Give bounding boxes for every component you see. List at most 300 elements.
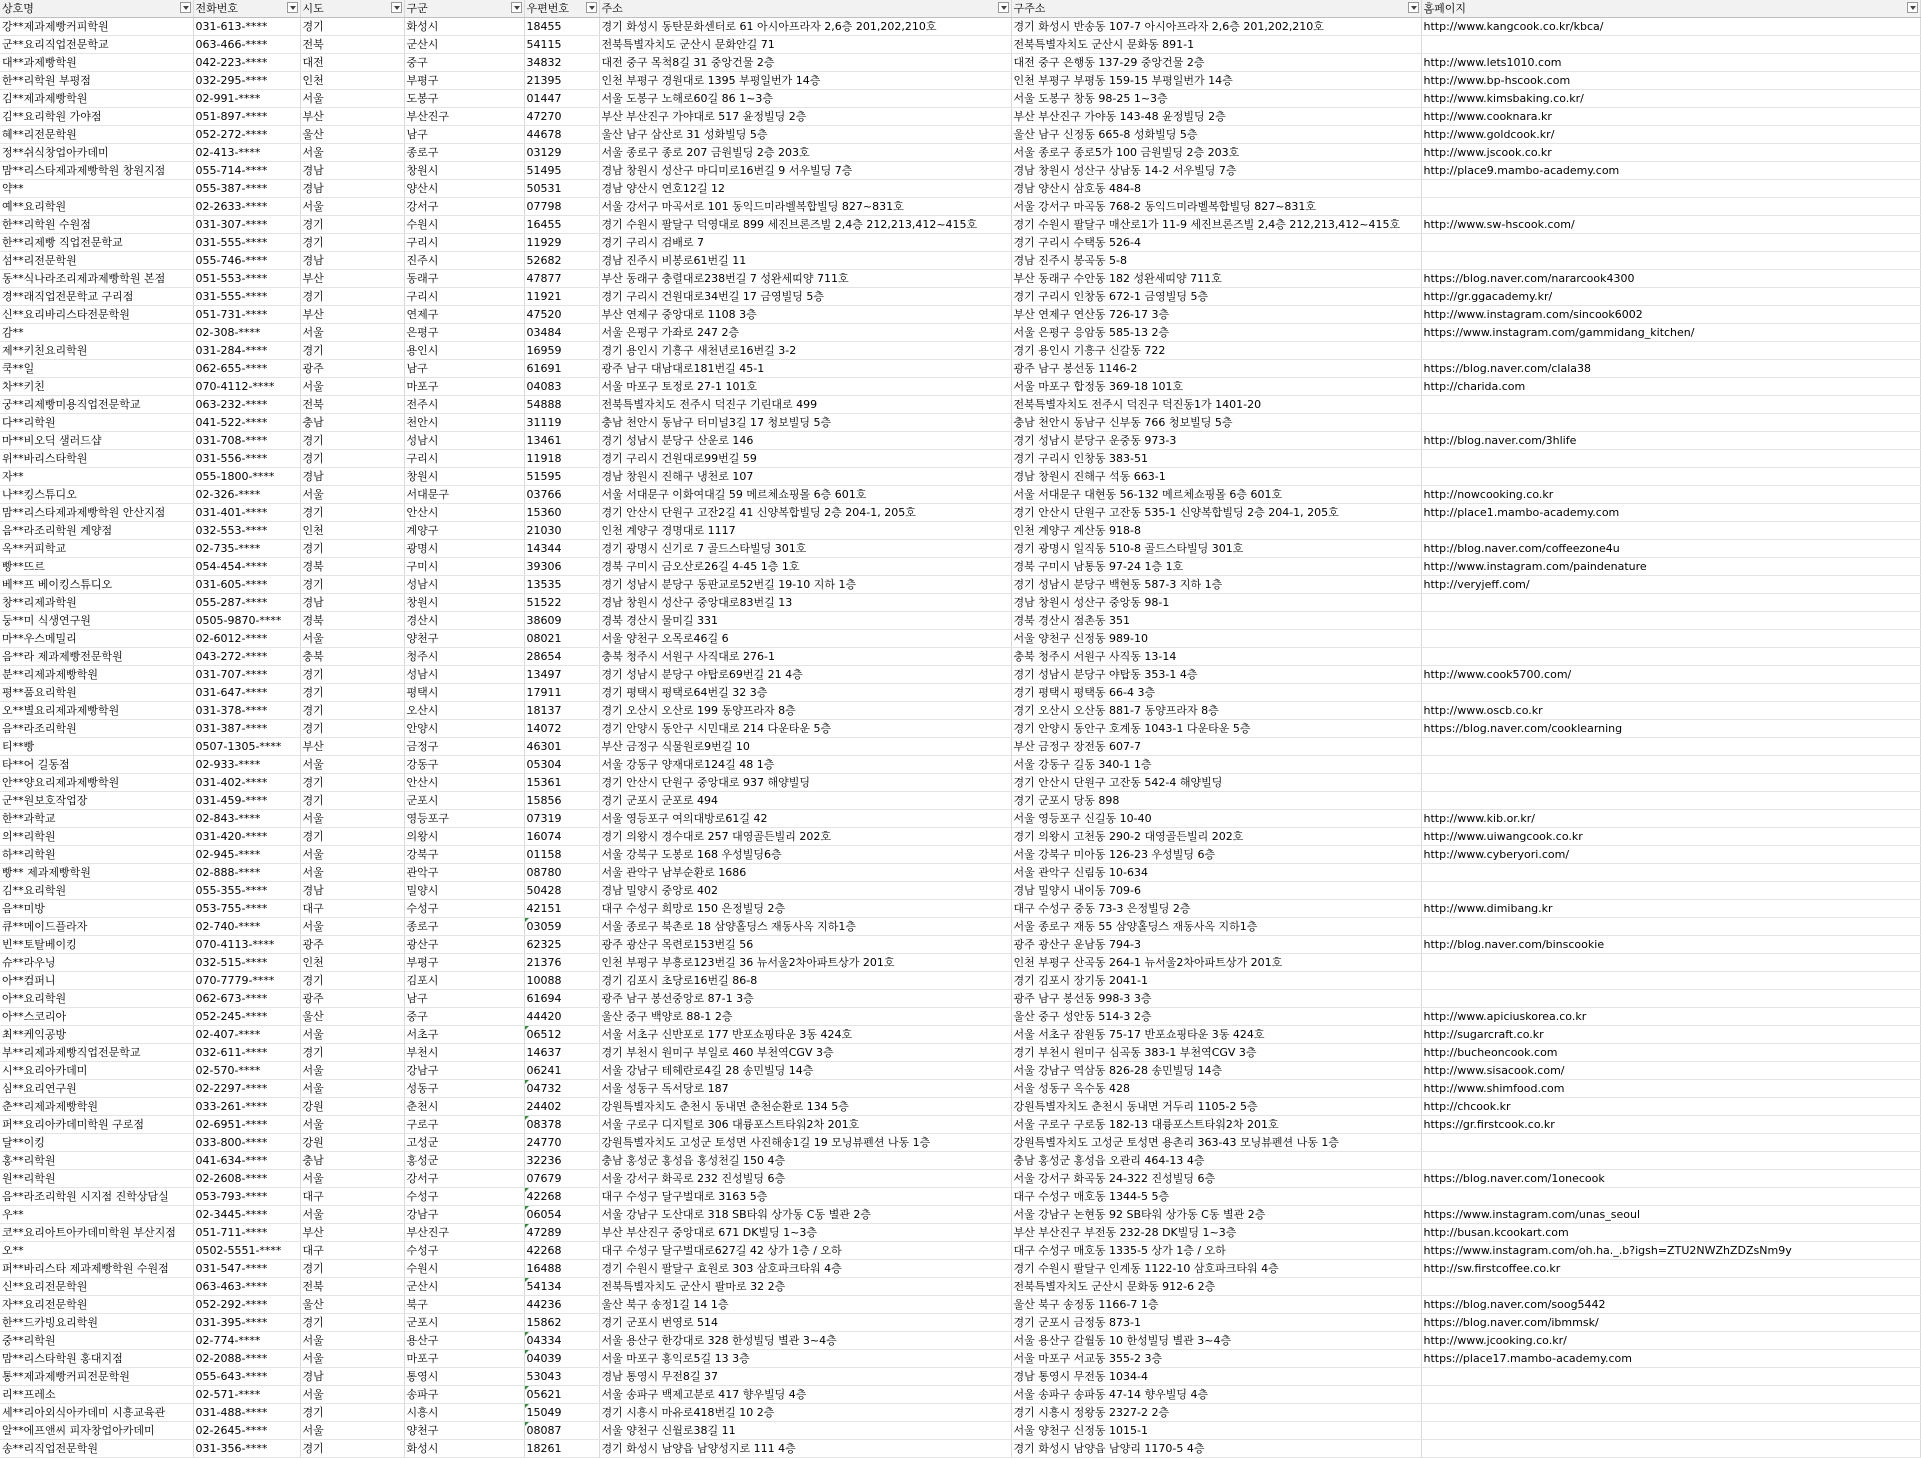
cell-address[interactable]: 서울 강남구 테헤란로4길 28 송민빌딩 14층 (599, 1062, 1011, 1080)
cell-sido[interactable]: 강원 (300, 1134, 404, 1152)
cell-zipcode[interactable]: 46301 (524, 738, 599, 756)
cell-homepage[interactable]: http://sugarcraft.co.kr (1421, 1026, 1920, 1044)
cell-phone[interactable]: 02-945-**** (193, 846, 300, 864)
cell-name[interactable]: 나**킹스튜디오 (0, 486, 193, 504)
cell-old-address[interactable]: 경기 안산시 단원구 고잔동 535-1 신양복합빌딩 2층 204-1, 205호 (1011, 504, 1421, 522)
cell-gugun[interactable]: 용산구 (404, 1332, 524, 1350)
cell-phone[interactable]: 02-3445-**** (193, 1206, 300, 1224)
cell-old-address[interactable]: 서울 서대문구 대현동 56-132 메르체쇼핑몰 6층 601호 (1011, 486, 1421, 504)
cell-gugun[interactable]: 구로구 (404, 1116, 524, 1134)
cell-gugun[interactable]: 부산진구 (404, 108, 524, 126)
cell-gugun[interactable]: 화성시 (404, 1440, 524, 1458)
cell-old-address[interactable]: 경남 창원시 성산구 중앙동 98-1 (1011, 594, 1421, 612)
cell-address[interactable]: 울산 북구 송정1길 14 1층 (599, 1296, 1011, 1314)
cell-address[interactable]: 인천 계양구 경명대로 1117 (599, 522, 1011, 540)
cell-homepage[interactable]: http://www.kib.or.kr/ (1421, 810, 1920, 828)
cell-old-address[interactable]: 서울 서초구 잠원동 75-17 반포쇼핑타운 3동 424호 (1011, 1026, 1421, 1044)
cell-homepage[interactable] (1421, 684, 1920, 702)
cell-homepage[interactable]: http://place9.mambo-academy.com (1421, 162, 1920, 180)
cell-gugun[interactable]: 광명시 (404, 540, 524, 558)
cell-name[interactable]: 부**리제과제빵직업전문학교 (0, 1044, 193, 1062)
cell-zipcode[interactable]: 03059 (524, 918, 599, 936)
cell-address[interactable]: 경남 창원시 성산구 중앙대로83번길 13 (599, 594, 1011, 612)
cell-address[interactable]: 서울 서대문구 이화여대길 59 메르체쇼핑몰 6층 601호 (599, 486, 1011, 504)
cell-homepage[interactable]: http://bucheoncook.com (1421, 1044, 1920, 1062)
cell-phone[interactable]: 02-6951-**** (193, 1116, 300, 1134)
cell-homepage[interactable] (1421, 1152, 1920, 1170)
cell-old-address[interactable]: 경기 광명시 일직동 510-8 골드스타빌딩 301호 (1011, 540, 1421, 558)
cell-homepage[interactable]: http://place1.mambo-academy.com (1421, 504, 1920, 522)
cell-phone[interactable]: 070-4112-**** (193, 378, 300, 396)
cell-sido[interactable]: 서울 (300, 1080, 404, 1098)
cell-phone[interactable]: 032-611-**** (193, 1044, 300, 1062)
cell-homepage[interactable] (1421, 756, 1920, 774)
filter-dropdown-icon[interactable] (287, 2, 298, 13)
cell-name[interactable]: 분**리제과제빵학원 (0, 666, 193, 684)
cell-name[interactable]: 김**요리학원 (0, 882, 193, 900)
cell-phone[interactable]: 053-793-**** (193, 1188, 300, 1206)
cell-old-address[interactable]: 경기 성남시 분당구 백현동 587-3 지하 1층 (1011, 576, 1421, 594)
cell-homepage[interactable]: http://www.goldcook.kr/ (1421, 126, 1920, 144)
cell-address[interactable]: 경기 성남시 분당구 동판교로52번길 19-10 지하 1층 (599, 576, 1011, 594)
cell-gugun[interactable]: 연제구 (404, 306, 524, 324)
cell-gugun[interactable]: 강동구 (404, 756, 524, 774)
cell-gugun[interactable]: 군산시 (404, 36, 524, 54)
cell-old-address[interactable]: 인천 계양구 계산동 918-8 (1011, 522, 1421, 540)
cell-zipcode[interactable]: 03766 (524, 486, 599, 504)
cell-sido[interactable]: 경기 (300, 540, 404, 558)
cell-address[interactable]: 경기 수원시 팔달구 효원로 303 삼호파크타워 4층 (599, 1260, 1011, 1278)
cell-gugun[interactable]: 구리시 (404, 450, 524, 468)
cell-homepage[interactable] (1421, 522, 1920, 540)
cell-address[interactable]: 서울 강남구 도산대로 318 SB타워 상가동 C동 별관 2층 (599, 1206, 1011, 1224)
cell-old-address[interactable]: 서울 도봉구 창동 98-25 1~3층 (1011, 90, 1421, 108)
cell-name[interactable]: 둥**미 식생연구원 (0, 612, 193, 630)
cell-sido[interactable]: 경북 (300, 558, 404, 576)
cell-sido[interactable]: 경기 (300, 666, 404, 684)
cell-name[interactable]: 군**원보호작업장 (0, 792, 193, 810)
cell-address[interactable]: 경기 안산시 단원구 고잔2길 41 신양복합빌딩 2층 204-1, 205호 (599, 504, 1011, 522)
cell-homepage[interactable] (1421, 882, 1920, 900)
cell-zipcode[interactable]: 13535 (524, 576, 599, 594)
cell-homepage[interactable] (1421, 630, 1920, 648)
cell-gugun[interactable]: 성동구 (404, 1080, 524, 1098)
cell-old-address[interactable]: 경기 군포시 당동 898 (1011, 792, 1421, 810)
cell-gugun[interactable]: 수성구 (404, 1242, 524, 1260)
cell-old-address[interactable]: 전북특별자치도 전주시 덕진구 덕진동1가 1401-20 (1011, 396, 1421, 414)
cell-gugun[interactable]: 관악구 (404, 864, 524, 882)
cell-sido[interactable]: 서울 (300, 1062, 404, 1080)
cell-old-address[interactable]: 광주 남구 봉선동 998-3 3층 (1011, 990, 1421, 1008)
cell-old-address[interactable]: 서울 성동구 옥수동 428 (1011, 1080, 1421, 1098)
cell-homepage[interactable] (1421, 972, 1920, 990)
cell-old-address[interactable]: 대구 수성구 중동 73-3 은정빌딩 2층 (1011, 900, 1421, 918)
cell-sido[interactable]: 경기 (300, 432, 404, 450)
cell-phone[interactable]: 051-711-**** (193, 1224, 300, 1242)
cell-address[interactable]: 서울 종로구 북촌로 18 삼양홀딩스 재동사옥 지하1층 (599, 918, 1011, 936)
cell-name[interactable]: 한**리학원 수원점 (0, 216, 193, 234)
cell-name[interactable]: 음**라조리학원 시지점 진학상담실 (0, 1188, 193, 1206)
cell-address[interactable]: 경남 양산시 연호12길 12 (599, 180, 1011, 198)
cell-old-address[interactable]: 충남 홍성군 홍성읍 오관리 464-13 4층 (1011, 1152, 1421, 1170)
cell-homepage[interactable]: http://www.dimibang.kr (1421, 900, 1920, 918)
cell-old-address[interactable]: 경기 구리시 인창동 672-1 금영빌딩 5층 (1011, 288, 1421, 306)
cell-gugun[interactable]: 창원시 (404, 162, 524, 180)
cell-name[interactable]: 제**키친요리학원 (0, 342, 193, 360)
cell-phone[interactable]: 062-673-**** (193, 990, 300, 1008)
cell-sido[interactable]: 서울 (300, 864, 404, 882)
cell-name[interactable]: 우** (0, 1206, 193, 1224)
cell-old-address[interactable]: 광주 광산구 운남동 794-3 (1011, 936, 1421, 954)
cell-old-address[interactable]: 부산 부산진구 부전동 232-28 DK빌딩 1~3층 (1011, 1224, 1421, 1242)
cell-homepage[interactable]: https://blog.naver.com/1onecook (1421, 1170, 1920, 1188)
cell-name[interactable]: 음**라조리학원 (0, 720, 193, 738)
cell-old-address[interactable]: 서울 강서구 마곡동 768-2 동익드미라벨복합빌딩 827~831호 (1011, 198, 1421, 216)
cell-old-address[interactable]: 서울 강남구 역삼동 826-28 송민빌딩 14층 (1011, 1062, 1421, 1080)
cell-name[interactable]: 마**우스메밀리 (0, 630, 193, 648)
cell-address[interactable]: 서울 영등포구 여의대방로61길 42 (599, 810, 1011, 828)
cell-zipcode[interactable]: 04083 (524, 378, 599, 396)
column-header-name[interactable] (0, 0, 193, 18)
cell-phone[interactable]: 032-295-**** (193, 72, 300, 90)
cell-phone[interactable]: 031-555-**** (193, 234, 300, 252)
cell-homepage[interactable]: http://gr.ggacademy.kr/ (1421, 288, 1920, 306)
cell-phone[interactable]: 02-570-**** (193, 1062, 300, 1080)
cell-sido[interactable]: 인천 (300, 72, 404, 90)
cell-zipcode[interactable]: 18261 (524, 1440, 599, 1458)
cell-sido[interactable]: 강원 (300, 1098, 404, 1116)
cell-phone[interactable]: 02-571-**** (193, 1386, 300, 1404)
cell-gugun[interactable]: 김포시 (404, 972, 524, 990)
cell-address[interactable]: 경기 구리시 건원대로34번길 17 금영빌딩 5층 (599, 288, 1011, 306)
cell-name[interactable]: 알**에프앤씨 피자창업아카데미 (0, 1422, 193, 1440)
cell-zipcode[interactable]: 34832 (524, 54, 599, 72)
cell-address[interactable]: 서울 송파구 백제고분로 417 향우빌딩 4층 (599, 1386, 1011, 1404)
cell-phone[interactable]: 02-2297-**** (193, 1080, 300, 1098)
cell-old-address[interactable]: 경북 경산시 점촌동 351 (1011, 612, 1421, 630)
cell-address[interactable]: 서울 강서구 화곡로 232 진성빌딩 6층 (599, 1170, 1011, 1188)
cell-sido[interactable]: 경기 (300, 1314, 404, 1332)
cell-homepage[interactable]: http://blog.naver.com/coffeezone4u (1421, 540, 1920, 558)
cell-gugun[interactable]: 안산시 (404, 504, 524, 522)
cell-name[interactable]: 퍼**바리스타 제과제빵학원 수원점 (0, 1260, 193, 1278)
cell-zipcode[interactable]: 53043 (524, 1368, 599, 1386)
cell-phone[interactable]: 02-933-**** (193, 756, 300, 774)
cell-old-address[interactable]: 전북특별자치도 군산시 문화동 891-1 (1011, 36, 1421, 54)
cell-gugun[interactable]: 수원시 (404, 1260, 524, 1278)
cell-gugun[interactable]: 북구 (404, 1296, 524, 1314)
cell-homepage[interactable] (1421, 1368, 1920, 1386)
cell-address[interactable]: 경기 화성시 동탄문화센터로 61 아시아프라자 2,6층 201,202,210호 (599, 18, 1011, 36)
cell-zipcode[interactable]: 11929 (524, 234, 599, 252)
cell-gugun[interactable]: 천안시 (404, 414, 524, 432)
cell-sido[interactable]: 대전 (300, 54, 404, 72)
cell-homepage[interactable]: http://www.instagram.com/sincook6002 (1421, 306, 1920, 324)
cell-name[interactable]: 음**미방 (0, 900, 193, 918)
cell-gugun[interactable]: 종로구 (404, 144, 524, 162)
cell-homepage[interactable]: http://www.cooknara.kr (1421, 108, 1920, 126)
cell-sido[interactable]: 경기 (300, 828, 404, 846)
cell-gugun[interactable]: 강북구 (404, 846, 524, 864)
cell-sido[interactable]: 서울 (300, 1170, 404, 1188)
cell-phone[interactable]: 031-378-**** (193, 702, 300, 720)
cell-address[interactable]: 인천 부평구 경원대로 1395 부평일번가 14층 (599, 72, 1011, 90)
cell-gugun[interactable]: 동래구 (404, 270, 524, 288)
cell-old-address[interactable]: 충북 청주시 서원구 사직동 13-14 (1011, 648, 1421, 666)
cell-address[interactable]: 부산 부산진구 중앙대로 671 DK빌딩 1~3층 (599, 1224, 1011, 1242)
cell-phone[interactable]: 055-387-**** (193, 180, 300, 198)
cell-sido[interactable]: 서울 (300, 1386, 404, 1404)
cell-old-address[interactable]: 강원특별자치도 고성군 토성면 용촌리 363-43 모닝뷰펜션 나동 1층 (1011, 1134, 1421, 1152)
cell-gugun[interactable]: 금정구 (404, 738, 524, 756)
cell-address[interactable]: 충남 천안시 동남구 터미널3길 17 청보빌딩 5층 (599, 414, 1011, 432)
cell-zipcode[interactable]: 15862 (524, 1314, 599, 1332)
cell-zipcode[interactable]: 24402 (524, 1098, 599, 1116)
cell-homepage[interactable]: http://www.bp-hscook.com (1421, 72, 1920, 90)
cell-old-address[interactable]: 서울 은평구 응암동 585-13 2층 (1011, 324, 1421, 342)
cell-gugun[interactable]: 양천구 (404, 630, 524, 648)
cell-name[interactable]: 혜**리전문학원 (0, 126, 193, 144)
cell-sido[interactable]: 경기 (300, 216, 404, 234)
cell-sido[interactable]: 충북 (300, 648, 404, 666)
cell-address[interactable]: 부산 연제구 중앙대로 1108 3층 (599, 306, 1011, 324)
cell-homepage[interactable]: http://www.shimfood.com (1421, 1080, 1920, 1098)
column-header-old-address[interactable] (1011, 0, 1421, 18)
cell-homepage[interactable]: http://www.oscb.co.kr (1421, 702, 1920, 720)
cell-homepage[interactable] (1421, 612, 1920, 630)
cell-phone[interactable]: 031-387-**** (193, 720, 300, 738)
cell-old-address[interactable]: 경기 오산시 오산동 881-7 동양프라자 8층 (1011, 702, 1421, 720)
cell-sido[interactable]: 울산 (300, 1008, 404, 1026)
cell-name[interactable]: 송**리직업전문학원 (0, 1440, 193, 1458)
cell-homepage[interactable] (1421, 1440, 1920, 1458)
cell-phone[interactable]: 051-731-**** (193, 306, 300, 324)
cell-name[interactable]: 감** (0, 324, 193, 342)
cell-homepage[interactable]: http://nowcooking.co.kr (1421, 486, 1920, 504)
cell-sido[interactable]: 경기 (300, 1260, 404, 1278)
cell-address[interactable]: 서울 용산구 한강대로 328 한성빌딩 별관 3~4층 (599, 1332, 1011, 1350)
cell-old-address[interactable]: 충남 천안시 동남구 신부동 766 청보빌딩 5층 (1011, 414, 1421, 432)
cell-name[interactable]: 정**쉬식창업아카데미 (0, 144, 193, 162)
cell-sido[interactable]: 서울 (300, 324, 404, 342)
cell-zipcode[interactable]: 08087 (524, 1422, 599, 1440)
cell-old-address[interactable]: 서울 용산구 갈월동 10 한성빌딩 별관 3~4층 (1011, 1332, 1421, 1350)
cell-gugun[interactable]: 경산시 (404, 612, 524, 630)
cell-address[interactable]: 대구 수성구 달구벌대로 3163 5층 (599, 1188, 1011, 1206)
cell-phone[interactable]: 02-2088-**** (193, 1350, 300, 1368)
cell-homepage[interactable]: http://veryjeff.com/ (1421, 576, 1920, 594)
cell-old-address[interactable]: 경남 밀양시 내이동 709-6 (1011, 882, 1421, 900)
cell-phone[interactable]: 02-991-**** (193, 90, 300, 108)
cell-address[interactable]: 서울 마포구 홍익로5길 13 3층 (599, 1350, 1011, 1368)
cell-zipcode[interactable]: 47289 (524, 1224, 599, 1242)
cell-sido[interactable]: 서울 (300, 846, 404, 864)
cell-zipcode[interactable]: 15360 (524, 504, 599, 522)
cell-sido[interactable]: 서울 (300, 1350, 404, 1368)
cell-sido[interactable]: 경기 (300, 234, 404, 252)
cell-name[interactable]: 맘**리스타제과제빵학원 창원지점 (0, 162, 193, 180)
cell-phone[interactable]: 031-356-**** (193, 1440, 300, 1458)
column-header-sido[interactable] (300, 0, 404, 18)
cell-zipcode[interactable]: 01158 (524, 846, 599, 864)
cell-gugun[interactable]: 양천구 (404, 1422, 524, 1440)
cell-name[interactable]: 섬**리전문학원 (0, 252, 193, 270)
cell-zipcode[interactable]: 21376 (524, 954, 599, 972)
cell-zipcode[interactable]: 08021 (524, 630, 599, 648)
column-header-gugun[interactable] (404, 0, 524, 18)
cell-phone[interactable]: 02-407-**** (193, 1026, 300, 1044)
cell-old-address[interactable]: 경기 부천시 원미구 심곡동 383-1 부천역CGV 3층 (1011, 1044, 1421, 1062)
cell-sido[interactable]: 대구 (300, 1242, 404, 1260)
cell-name[interactable]: 빵** 제과제빵학원 (0, 864, 193, 882)
cell-gugun[interactable]: 성남시 (404, 432, 524, 450)
cell-name[interactable]: 하**리학원 (0, 846, 193, 864)
cell-address[interactable]: 경기 화성시 남양읍 남양성지로 111 4층 (599, 1440, 1011, 1458)
cell-address[interactable]: 서울 마포구 토정로 27-1 101호 (599, 378, 1011, 396)
cell-phone[interactable]: 055-287-**** (193, 594, 300, 612)
cell-phone[interactable]: 041-522-**** (193, 414, 300, 432)
cell-gugun[interactable]: 영등포구 (404, 810, 524, 828)
cell-old-address[interactable]: 울산 남구 신정동 665-8 성화빌딩 5층 (1011, 126, 1421, 144)
cell-address[interactable]: 경기 수원시 팔달구 덕영대로 899 세진브론즈빌 2,4층 212,213,412~415호 (599, 216, 1011, 234)
cell-name[interactable]: 달**이킹 (0, 1134, 193, 1152)
cell-old-address[interactable]: 경남 양산시 삼호동 484-8 (1011, 180, 1421, 198)
cell-sido[interactable]: 서울 (300, 756, 404, 774)
cell-name[interactable]: 대**과제빵학원 (0, 54, 193, 72)
cell-old-address[interactable]: 대전 중구 은행동 137-29 중앙건물 2층 (1011, 54, 1421, 72)
cell-phone[interactable]: 0505-9870-**** (193, 612, 300, 630)
cell-zipcode[interactable]: 44236 (524, 1296, 599, 1314)
cell-name[interactable]: 신**요리전문학원 (0, 1278, 193, 1296)
cell-homepage[interactable] (1421, 36, 1920, 54)
cell-name[interactable]: 세**리아외식아카데미 시흥교육관 (0, 1404, 193, 1422)
cell-old-address[interactable]: 서울 강남구 논현동 92 SB타워 상가동 C동 별관 2층 (1011, 1206, 1421, 1224)
cell-zipcode[interactable]: 47520 (524, 306, 599, 324)
cell-old-address[interactable]: 경남 창원시 성산구 상남동 14-2 서우빌딩 7층 (1011, 162, 1421, 180)
cell-name[interactable]: 시**요리아카데미 (0, 1062, 193, 1080)
cell-homepage[interactable] (1421, 1134, 1920, 1152)
cell-name[interactable]: 음**라조리학원 계양점 (0, 522, 193, 540)
cell-phone[interactable]: 063-463-**** (193, 1278, 300, 1296)
cell-name[interactable]: 맘**리스타학원 홍대지점 (0, 1350, 193, 1368)
cell-gugun[interactable]: 은평구 (404, 324, 524, 342)
cell-sido[interactable]: 서울 (300, 1206, 404, 1224)
cell-sido[interactable]: 서울 (300, 486, 404, 504)
cell-homepage[interactable] (1421, 468, 1920, 486)
cell-address[interactable]: 서울 성동구 독서당로 187 (599, 1080, 1011, 1098)
cell-sido[interactable]: 경남 (300, 162, 404, 180)
cell-name[interactable]: 경**래직업전문학교 구리점 (0, 288, 193, 306)
cell-zipcode[interactable]: 54115 (524, 36, 599, 54)
cell-gugun[interactable]: 고성군 (404, 1134, 524, 1152)
cell-homepage[interactable]: http://www.lets1010.com (1421, 54, 1920, 72)
cell-old-address[interactable]: 강원특별자치도 춘천시 동내면 거두리 1105-2 5층 (1011, 1098, 1421, 1116)
cell-homepage[interactable] (1421, 990, 1920, 1008)
cell-address[interactable]: 서울 구로구 디지털로 306 대륭포스트타워2차 201호 (599, 1116, 1011, 1134)
cell-gugun[interactable]: 부천시 (404, 1044, 524, 1062)
cell-sido[interactable]: 부산 (300, 270, 404, 288)
cell-phone[interactable]: 02-2608-**** (193, 1170, 300, 1188)
cell-homepage[interactable]: https://gr.firstcook.co.kr (1421, 1116, 1920, 1134)
cell-address[interactable]: 서울 종로구 종로 207 금원빌딩 2층 203호 (599, 144, 1011, 162)
cell-zipcode[interactable]: 62325 (524, 936, 599, 954)
cell-zipcode[interactable]: 04732 (524, 1080, 599, 1098)
cell-sido[interactable]: 대구 (300, 1188, 404, 1206)
cell-sido[interactable]: 서울 (300, 144, 404, 162)
cell-name[interactable]: 의**리학원 (0, 828, 193, 846)
cell-name[interactable]: 오** (0, 1242, 193, 1260)
cell-name[interactable]: 김**요리학원 가야점 (0, 108, 193, 126)
cell-phone[interactable]: 02-308-**** (193, 324, 300, 342)
cell-zipcode[interactable]: 50531 (524, 180, 599, 198)
cell-old-address[interactable]: 서울 강서구 화곡동 24-322 진성빌딩 6층 (1011, 1170, 1421, 1188)
cell-zipcode[interactable]: 16488 (524, 1260, 599, 1278)
cell-name[interactable]: 위**바리스타학원 (0, 450, 193, 468)
cell-zipcode[interactable]: 10088 (524, 972, 599, 990)
cell-zipcode[interactable]: 11918 (524, 450, 599, 468)
cell-sido[interactable]: 경기 (300, 792, 404, 810)
cell-zipcode[interactable]: 06241 (524, 1062, 599, 1080)
cell-homepage[interactable] (1421, 1422, 1920, 1440)
cell-homepage[interactable] (1421, 234, 1920, 252)
cell-address[interactable]: 서울 관악구 남부순환로 1686 (599, 864, 1011, 882)
cell-gugun[interactable]: 창원시 (404, 594, 524, 612)
cell-phone[interactable]: 0502-5551-**** (193, 1242, 300, 1260)
cell-gugun[interactable]: 전주시 (404, 396, 524, 414)
cell-homepage[interactable] (1421, 450, 1920, 468)
cell-gugun[interactable]: 용인시 (404, 342, 524, 360)
cell-phone[interactable]: 063-466-**** (193, 36, 300, 54)
cell-gugun[interactable]: 송파구 (404, 1386, 524, 1404)
cell-gugun[interactable]: 밀양시 (404, 882, 524, 900)
cell-name[interactable]: 최**케익공방 (0, 1026, 193, 1044)
cell-sido[interactable]: 경남 (300, 468, 404, 486)
cell-old-address[interactable]: 서울 종로구 재동 55 삼양홀딩스 재동사옥 지하1층 (1011, 918, 1421, 936)
cell-gugun[interactable]: 구미시 (404, 558, 524, 576)
cell-old-address[interactable]: 경기 평택시 평택동 66-4 3층 (1011, 684, 1421, 702)
cell-address[interactable]: 경북 구미시 금오산로26길 4-45 1층 1호 (599, 558, 1011, 576)
cell-address[interactable]: 경남 창원시 진해구 냉천로 107 (599, 468, 1011, 486)
cell-homepage[interactable]: https://place17.mambo-academy.com (1421, 1350, 1920, 1368)
cell-old-address[interactable]: 서울 양천구 신정동 989-10 (1011, 630, 1421, 648)
cell-sido[interactable]: 서울 (300, 630, 404, 648)
cell-homepage[interactable]: https://www.instagram.com/unas_seoul (1421, 1206, 1920, 1224)
cell-gugun[interactable]: 군포시 (404, 1314, 524, 1332)
cell-sido[interactable]: 서울 (300, 1116, 404, 1134)
cell-old-address[interactable]: 인천 부평구 산곡동 264-1 뉴서울2차아파트상가 201호 (1011, 954, 1421, 972)
cell-name[interactable]: 타**어 길동점 (0, 756, 193, 774)
cell-old-address[interactable]: 경기 의왕시 고천동 290-2 대영골든빌리 202호 (1011, 828, 1421, 846)
column-header-phone[interactable] (193, 0, 300, 18)
cell-name[interactable]: 궁**리제빵미용직업전문학교 (0, 396, 193, 414)
cell-phone[interactable]: 02-6012-**** (193, 630, 300, 648)
cell-name[interactable]: 원**리학원 (0, 1170, 193, 1188)
cell-name[interactable]: 창**리제과학원 (0, 594, 193, 612)
cell-zipcode[interactable]: 07319 (524, 810, 599, 828)
cell-name[interactable]: 통**제과제빵커피전문학원 (0, 1368, 193, 1386)
cell-sido[interactable]: 경남 (300, 1368, 404, 1386)
cell-old-address[interactable]: 울산 북구 송정동 1166-7 1층 (1011, 1296, 1421, 1314)
cell-name[interactable]: 맘**리스타제과제빵학원 안산지점 (0, 504, 193, 522)
cell-old-address[interactable]: 부산 연제구 연산동 726-17 3층 (1011, 306, 1421, 324)
cell-phone[interactable]: 043-272-**** (193, 648, 300, 666)
cell-zipcode[interactable]: 05621 (524, 1386, 599, 1404)
cell-name[interactable]: 티**빵 (0, 738, 193, 756)
cell-phone[interactable]: 02-843-**** (193, 810, 300, 828)
cell-zipcode[interactable]: 51595 (524, 468, 599, 486)
cell-zipcode[interactable]: 17911 (524, 684, 599, 702)
cell-zipcode[interactable]: 31119 (524, 414, 599, 432)
